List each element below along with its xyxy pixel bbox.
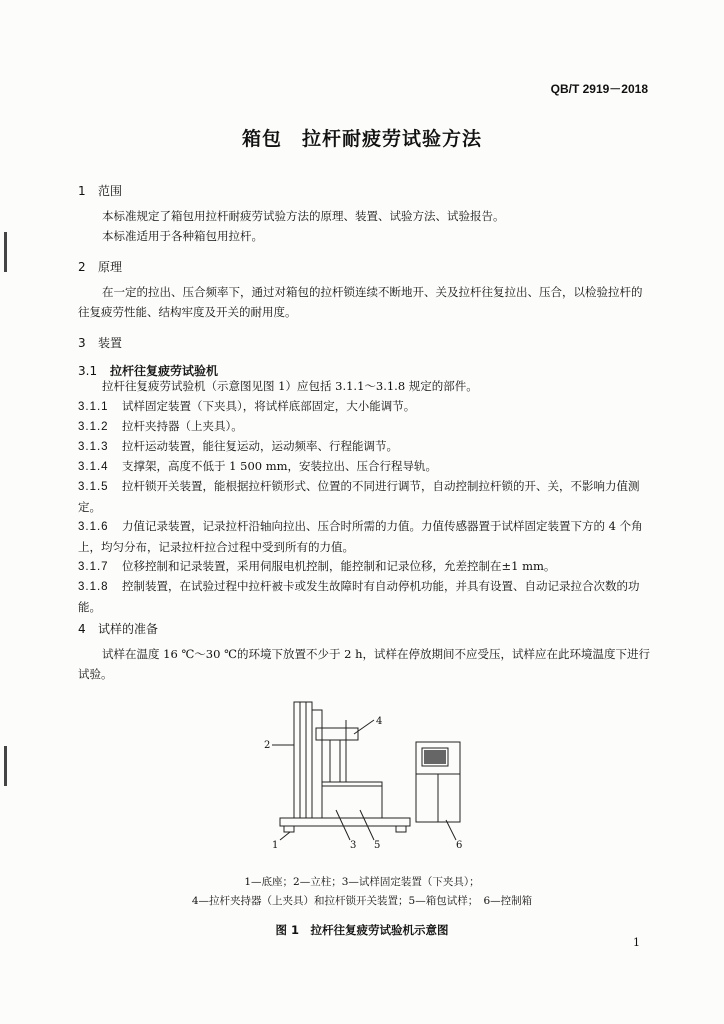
clause-3-1-7: 3.1.7 位移控制和记录装置，采用伺服电机控制，能控制和记录位移，允差控制在±1 mm。 (78, 559, 556, 573)
clause-3-1-6: 3.1.6 力值记录装置，记录拉杆沿轴向拉出、压合时所需的力值。力值传感器置于试样固定装置下方的 4 个角上，均匀分布，记录拉杆拉合过程中受到所有的力值。 (78, 519, 643, 554)
callout-3: 3 (350, 840, 357, 851)
clause-3-1-2: 3.1.2 拉杆夹持器（上夹具）。 (78, 419, 243, 433)
figure-legend-line-2: 4—拉杆夹持器（上夹具）和拉杆锁开关装置；5—箱包试样； 6—控制箱 (191, 895, 533, 907)
callout-1: 1 (272, 840, 279, 851)
section-3-heading: 3 装置 (78, 336, 123, 350)
section-1-paragraph-1: 本标准规定了箱包用拉杆耐疲劳试验方法的原理、装置、试验方法、试验报告。 (102, 209, 505, 223)
machine-base (280, 818, 410, 826)
standard-number: QB/T 2919－2018 (550, 82, 648, 96)
callout-5: 5 (374, 840, 381, 851)
page-number: 1 (633, 936, 640, 949)
guide-rail (312, 710, 322, 818)
clause-3-1-4: 3.1.4 支撑架，高度不低于 1 500 mm，安装拉出、压合行程导轨。 (78, 459, 438, 473)
clause-3-1-5: 3.1.5 拉杆锁开关装置，能根据拉杆锁形式、位置的不同进行调节，自动控制拉杆锁的开、关，不影响力值测定。 (78, 479, 640, 514)
callout-2: 2 (264, 740, 271, 751)
scan-edge-mark (4, 232, 7, 272)
clause-3-1-1: 3.1.1 试样固定装置（下夹具），将试样底部固定，大小能调节。 (78, 399, 416, 413)
section-2-paragraph: 在一定的拉出、压合频率下，通过对箱包的拉杆锁连续不断地开、关及拉杆往复拉出、压合，以检验拉杆的往复疲劳性能、结构牢度及开关的耐用度。 (78, 285, 643, 319)
clause-3-1-3: 3.1.3 拉杆运动装置，能往复运动，运动频率、行程能调节。 (78, 439, 398, 453)
clause-3-1-heading: 3.1 拉杆往复疲劳试验机 (78, 364, 219, 378)
section-2-heading: 2 原理 (78, 260, 123, 274)
base-foot (284, 826, 294, 832)
section-4-heading: 4 试样的准备 (78, 622, 159, 636)
figure-legend-line-1: 1—底座；2—立柱；3—试样固定装置（下夹具）； (244, 876, 480, 888)
figure-title: 图 1 拉杆往复疲劳试验机示意图 (275, 923, 449, 937)
machine-column (294, 702, 312, 818)
base-foot (396, 826, 406, 832)
section-4-paragraph: 试样在温度 16 ℃～30 ℃的环境下放置不少于 2 h，试样在停放期间不应受压，试样应在此环境温度下进行试验。 (78, 647, 650, 681)
scan-edge-mark (4, 746, 7, 786)
callout-4: 4 (376, 716, 383, 727)
figure-1-drawing (250, 690, 480, 860)
section-1-paragraph-2: 本标准适用于各种箱包用拉杆。 (102, 229, 263, 243)
sample-bag (322, 782, 382, 818)
clause-3-1-intro: 拉杆往复疲劳试验机（示意图见图 1）应包括 3.1.1～3.1.8 规定的部件。 (102, 379, 478, 393)
callout-6: 6 (456, 840, 463, 851)
document-title: 箱包 拉杆耐疲劳试验方法 (241, 128, 482, 150)
section-1-heading: 1 范围 (78, 184, 123, 198)
clause-3-1-8: 3.1.8 控制装置，在试验过程中拉杆被卡或发生故障时有自动停机功能，并具有设置、自动记录拉合次数的功能。 (78, 579, 640, 614)
